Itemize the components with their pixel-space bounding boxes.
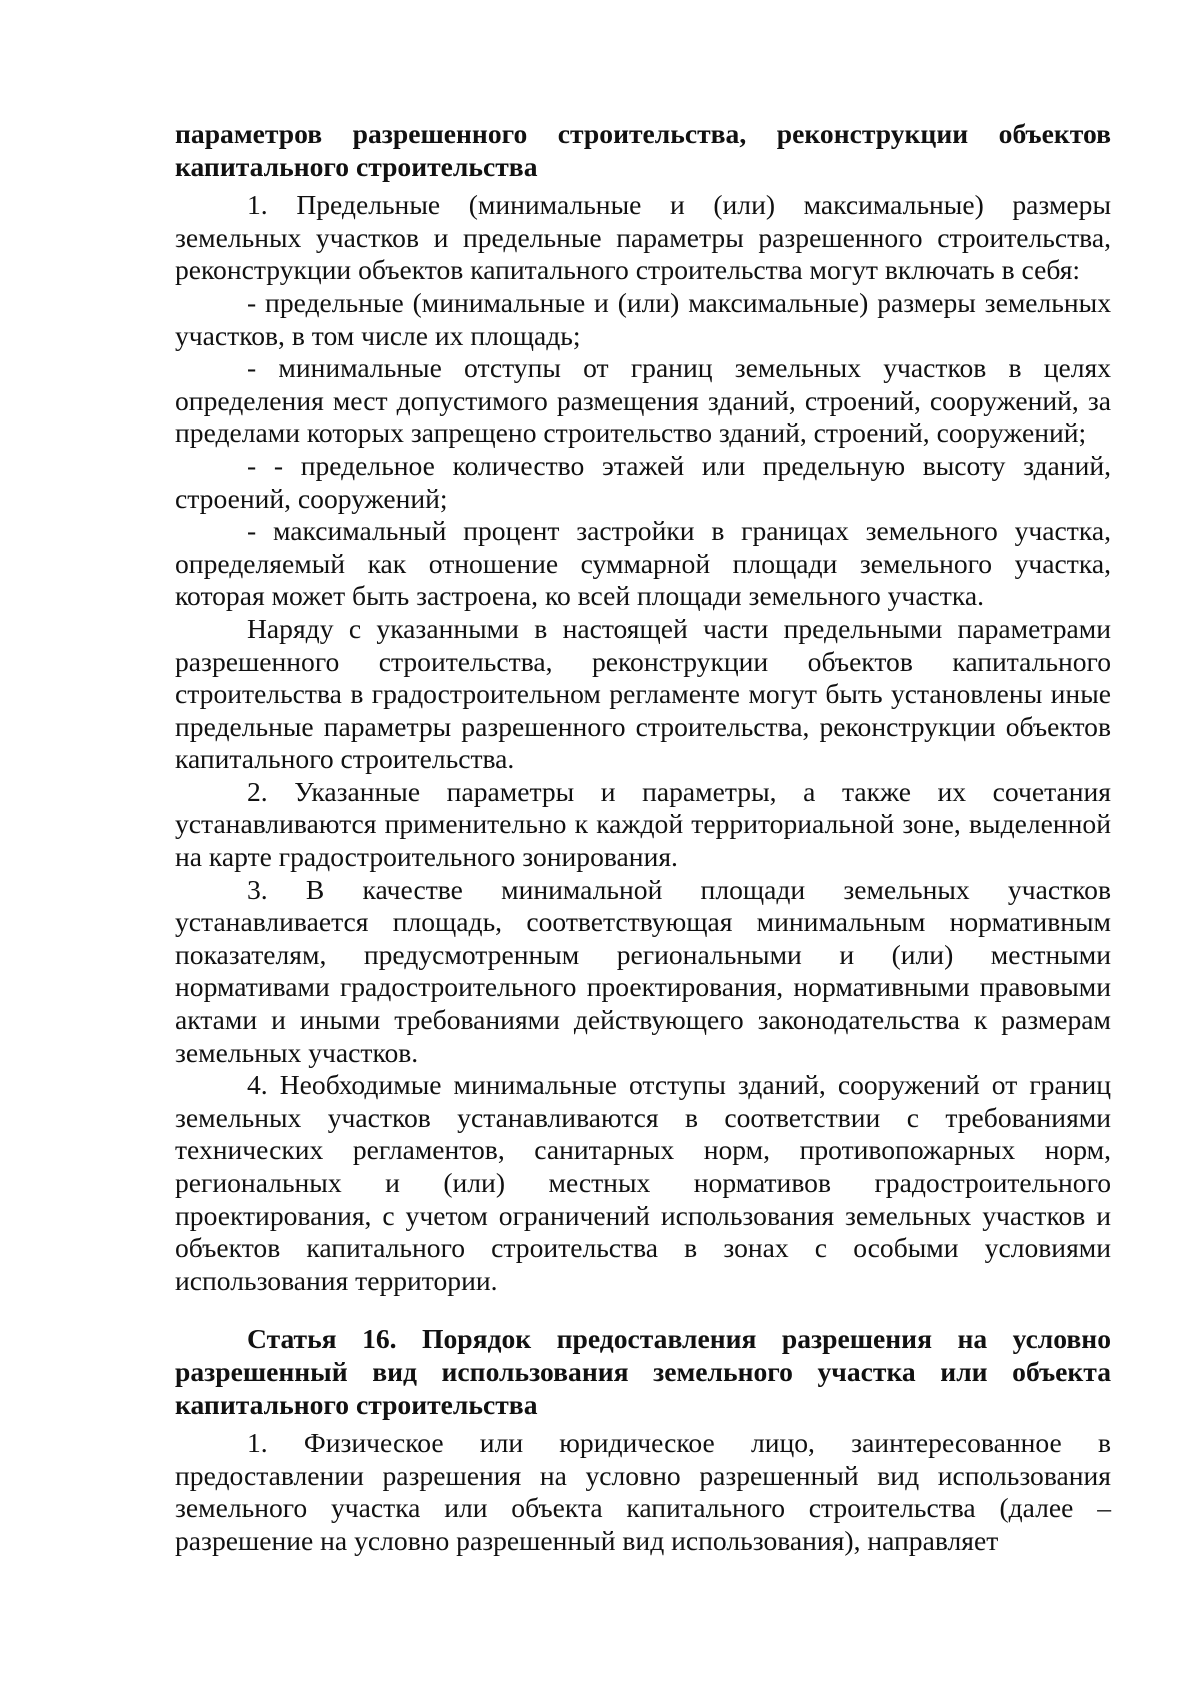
paragraph-additional-params: Наряду с указанными в настоящей части предельными параметрами разрешенного строительства, реконструкции объектов капитального строительства в градостроительном регламенте могут быть установлены иные предельные параметры разрешенного строительства, реконструкции объектов капитального строительства. [175,612,1111,775]
paragraph-3: 3. В качестве минимальной площади земельных участков устанавливается площадь, соответствующая минимальным нормативным показателям, предусмотренным региональными и (или) местными нормативами градостроительного проектирования, нормативными правовыми актами и иными требованиями действующего законодательства к размерам земельных участков. [175,873,1111,1068]
section-heading-continuation: параметров разрешенного строительства, реконструкции объектов капитального строительства [175,118,1111,182]
spacer [175,1297,1111,1323]
article-heading: Статья 16. Порядок предоставления разрешения на условно разрешенный вид использования земельного участка или объекта капитального строительства [175,1323,1111,1420]
paragraph-bullet-1: - предельные (минимальные и (или) максимальные) размеры земельных участков, в том числе их площадь; [175,286,1111,351]
paragraph-2: 2. Указанные параметры и параметры, а также их сочетания устанавливаются применительно к каждой территориальной зоне, выделенной на карте градостроительного зонирования. [175,775,1111,873]
paragraph-bullet-3: - - предельное количество этажей или предельную высоту зданий, строений, сооружений; [175,449,1111,514]
article-paragraph-1: 1. Физическое или юридическое лицо, заинтересованное в предоставлении разрешения на условно разрешенный вид использования земельного участка или объекта капитального строительства (далее – разрешение на условно разрешенный вид использования), направляет [175,1427,1111,1556]
paragraph-1: 1. Предельные (минимальные и (или) максимальные) размеры земельных участков и предельные параметры разрешенного строительства, реконструкции объектов капитального строительства могут включать в себя: [175,189,1111,286]
paragraph-4: 4. Необходимые минимальные отступы зданий, сооружений от границ земельных участков устанавливаются в соответствии с требованиями технических регламентов, санитарных норм, противопожарных норм, региональных и (или) местных нормативов градостроительного проектирования, с учетом ограничений использования земельных участков и объектов капитального строительства в зонах с особыми условиями использования территории. [175,1069,1111,1296]
paragraph-bullet-2: - минимальные отступы от границ земельных участков в целях определения мест допустимого размещения зданий, строений, сооружений, за пределами которых запрещено строительство зданий, строений, сооружений; [175,352,1111,449]
document-page [175,118,1111,1558]
paragraph-bullet-4: - максимальный процент застройки в границах земельного участка, определяемый как отношение суммарной площади земельного участка, которая может быть застроена, ко всей площади земельного участка. [175,515,1111,612]
